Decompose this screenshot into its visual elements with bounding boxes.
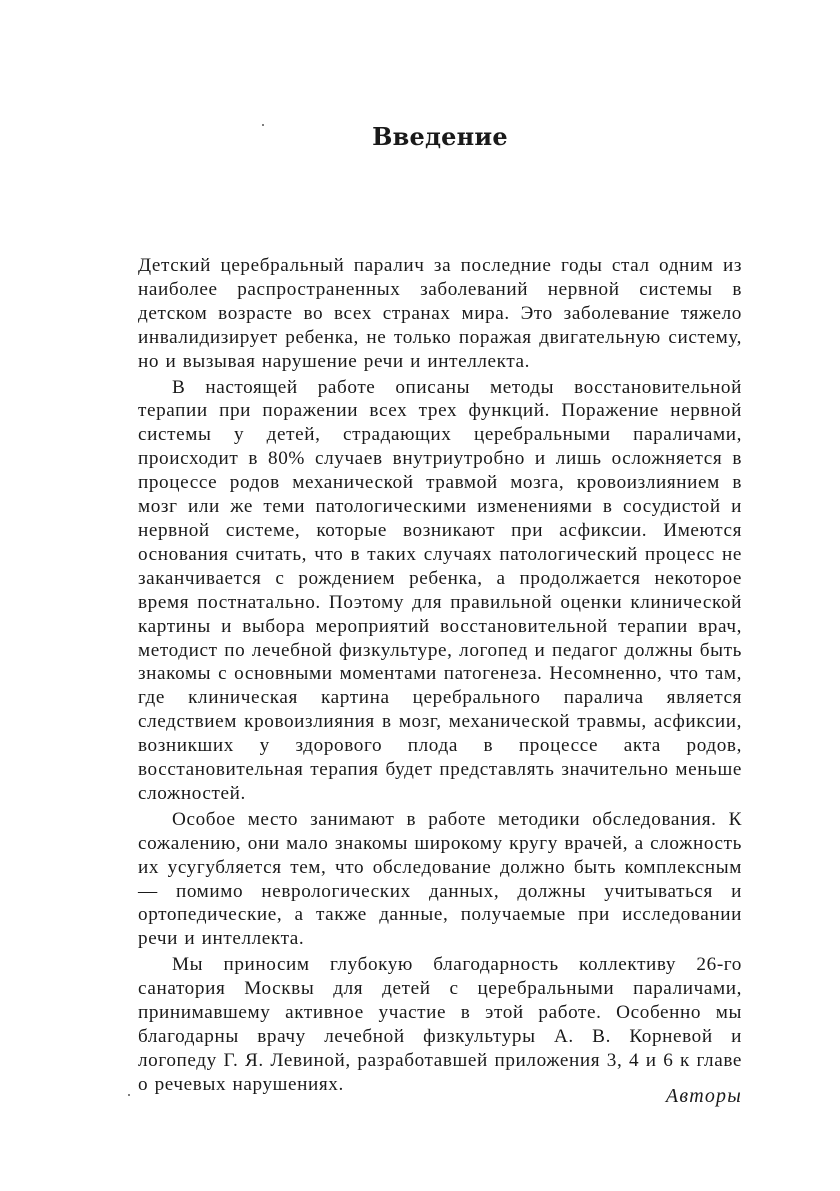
page-title: Введение [372, 122, 508, 151]
paragraph-examination: Особое место занимают в работе методики обследования. К сожалению, они мало знакомы широкому кругу врачей, а сложность их усугубляется тем, что обследование должно быть комплексным — помимо неврологических данных, должны учитываться и ортопедические, а также данные, получаемые при исследовании речи и интеллекта. [138, 808, 742, 950]
paragraph-acknowledgements: Мы приносим глубокую благодарность коллективу 26-го санатория Москвы для детей с церебральными параличами, принимавшему активное участие в этой работе. Особенно мы благодарны врачу лечебной физкультуры А. В. Корневой и логопеду Г. Я. Левиной, разработавшей приложения 3, 4 и 6 к главе о речевых нарушениях. [138, 954, 742, 1095]
paragraph-methods: В настоящей работе описаны методы восстановительной терапии при поражении всех трех функций. Поражение нервной системы у детей, страдающих церебральными параличами, происходит в 80% случаев внутриутробно и лишь осложняется в процессе родов механической травмой мозга, кровоизлиянием в мозг или же теми патологическими изменениями в сосудистой и нервной системе, которые возникают при асфиксии. Имеются основания считать, что в таких случаях патологический процесс не заканчивается с рождением ребенка, а продолжается некоторое время постнатально. Поэтому для правильной оценки клинической картины и выбора мероприятий восстановительной терапии врач, методист по лечебной физкультуре, логопед и педагог должны быть знакомы с основными моментами патогенеза. Несомненно, что там, где клиническая картина церебрального паралича является следствием кровоизлияния в мозг, механической травмы, асфиксии, возникших у здорового плода в процессе акта родов, восстановительная терапия будет представлять значительно меньше сложностей. [138, 376, 742, 804]
print-speck [128, 1094, 130, 1096]
paragraph-intro: Детский церебральный паралич за последние годы стал одним из наиболее распространенных заболеваний нервной системы в детском возрасте во всех странах мира. Это заболевание тяжело инвалидизирует ребенка, не только поражая двигательную систему, но и вызывая нарушение речи и интеллекта. [138, 255, 742, 372]
signature: Авторы [665, 1085, 742, 1107]
body-text [138, 254, 742, 1099]
